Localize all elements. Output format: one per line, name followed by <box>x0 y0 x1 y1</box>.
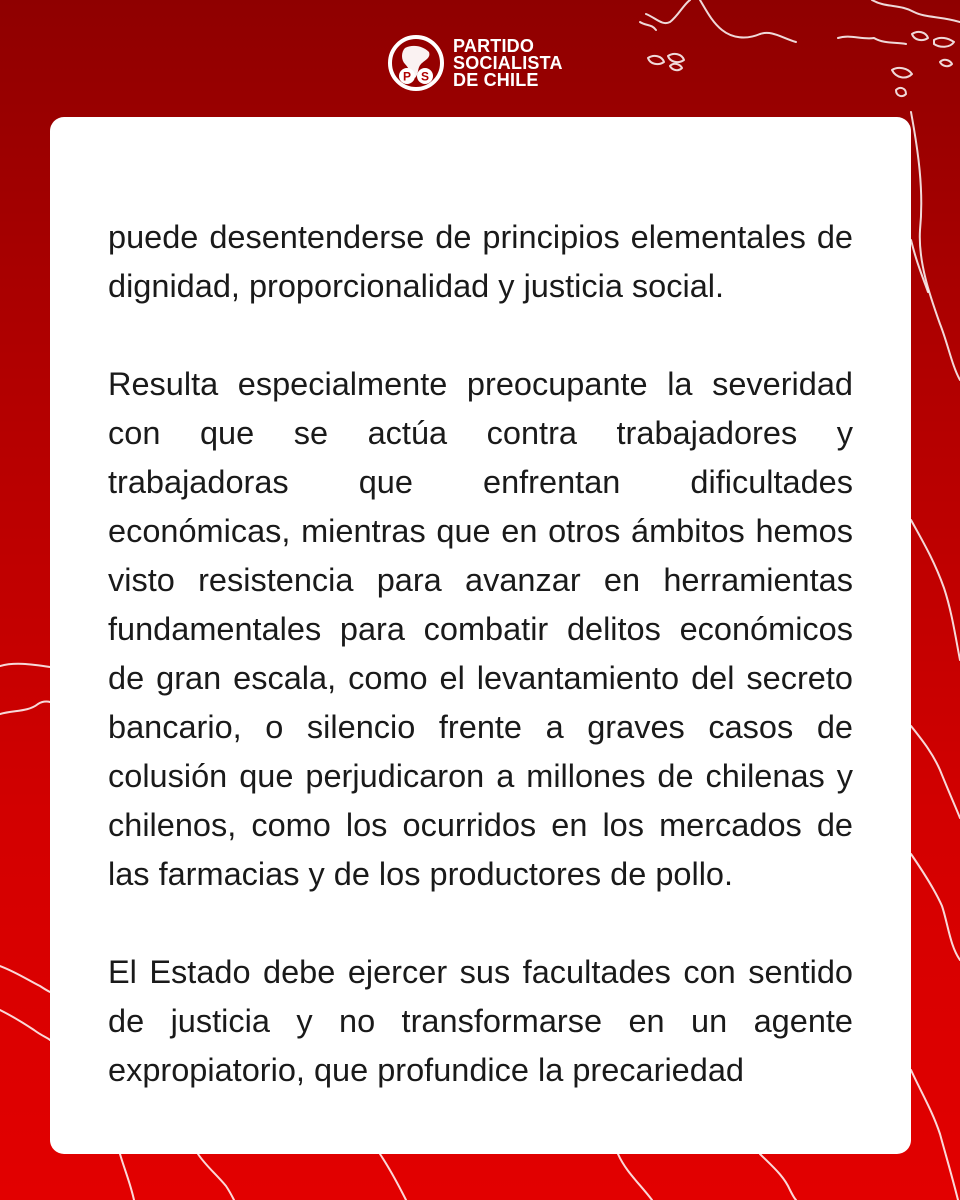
ps-logo-icon <box>387 34 445 92</box>
brand-name <box>453 35 563 90</box>
brand-name-line-1: PARTIDO <box>453 35 535 56</box>
paragraph-3: El Estado debe ejercer sus facultades con sentido de justicia y no transformarse en un agente expropiatorio, que profundice la precariedad <box>108 954 853 1088</box>
svg-text:P: P <box>402 69 412 84</box>
paragraph-1: puede desentenderse de principios elementales de dignidad, proporcionalidad y justicia social. <box>108 219 853 304</box>
brand-name-line-2: SOCIALISTA <box>453 52 563 73</box>
brand-name-line-3: DE CHILE <box>453 69 539 90</box>
brand-header <box>387 30 563 96</box>
svg-text:S: S <box>420 69 430 84</box>
statement-card <box>50 117 911 1154</box>
paragraph-2: Resulta especialmente preocupante la severidad con que se actúa contra trabajadores y trabajadoras que enfrentan dificultades económicas, mientras que en otros ámbitos hemos visto resistencia para avanzar en herramientas fundamentales para combatir delitos económicos de gran escala, como el levantamiento del secreto bancario, o silencio frente a graves casos de colusión que perjudicaron a millones de chilenas y chilenos, como los ocurridos en los mercados de las farmacias y de los productores de pollo. <box>108 366 853 892</box>
statement-body <box>108 213 853 1095</box>
